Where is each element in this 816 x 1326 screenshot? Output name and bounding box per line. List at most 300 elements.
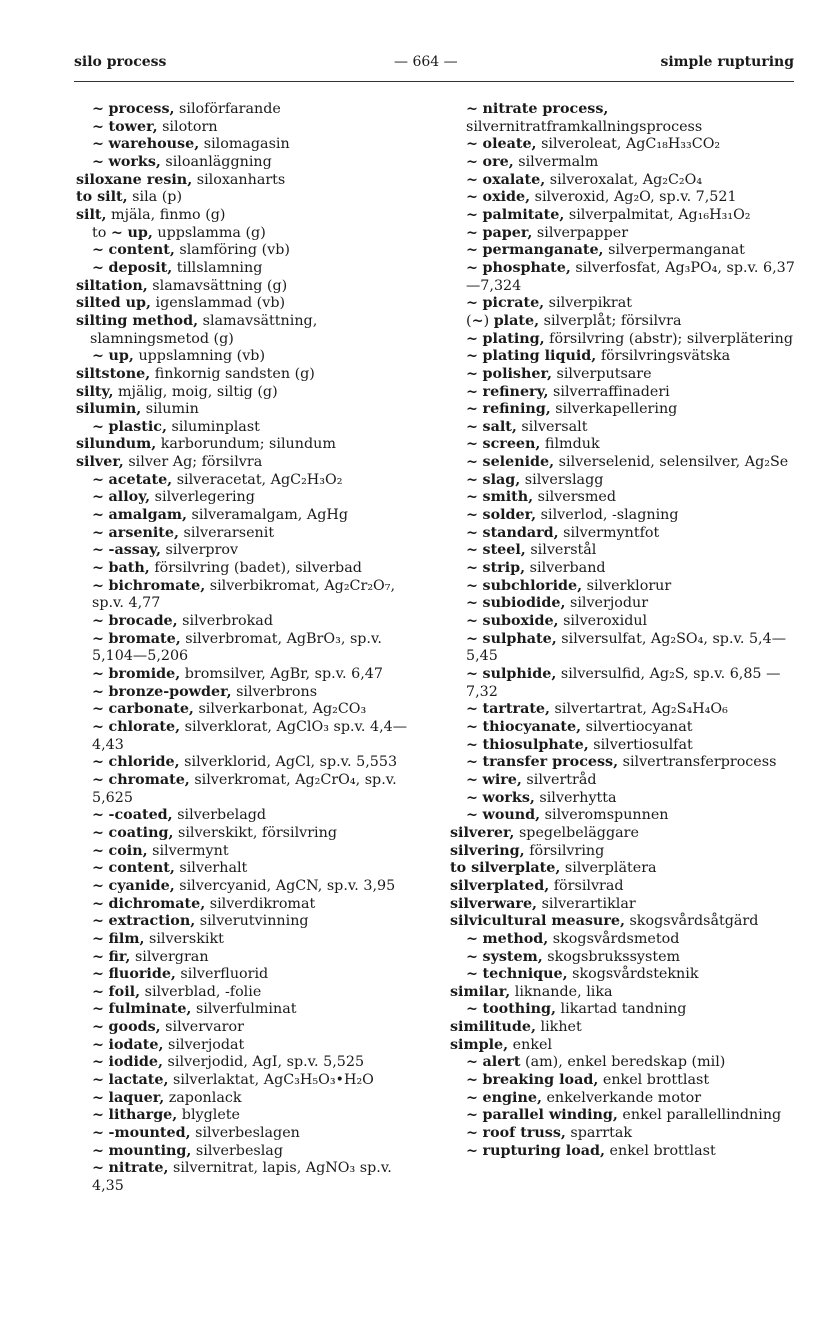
entry-definition: uppslamma (g)	[152, 224, 266, 241]
entry-definition: slamavsättning, slamningsmetod (g)	[90, 312, 318, 347]
entry-definition: mjäla, finmo (g)	[106, 206, 226, 223]
swung-dash: ~	[92, 895, 104, 912]
dictionary-entry	[450, 1072, 796, 1090]
entry-term: silundum,	[76, 436, 157, 453]
dictionary-entry	[76, 295, 422, 313]
entry-definition: enkel brottlast	[605, 1142, 716, 1159]
entry-term: sulphide,	[482, 666, 557, 682]
dictionary-entry	[450, 984, 796, 1002]
entry-term: roof truss,	[482, 1125, 566, 1142]
entry-definition: silverfluorid	[175, 966, 269, 983]
entry-definition: silverkapellering	[550, 401, 678, 418]
dictionary-entry	[76, 1107, 422, 1125]
dictionary-entry	[76, 1037, 422, 1055]
entry-definition: silverutvinning	[195, 913, 309, 930]
entry-term: silvicultural measure,	[450, 913, 625, 930]
entry-definition: silverartiklar	[537, 895, 636, 912]
entry-term: silumin,	[76, 401, 142, 418]
entry-definition: silverhalt	[174, 860, 248, 877]
dictionary-entry	[76, 154, 422, 172]
entry-term: cyanide,	[108, 877, 175, 894]
entry-definition: silvertiosulfat	[588, 736, 693, 753]
dictionary-entry	[450, 489, 796, 507]
entry-term: arsenite,	[108, 524, 179, 541]
entry-term: warehouse,	[108, 136, 200, 153]
dictionary-entry	[450, 384, 796, 402]
dictionary-entry	[76, 454, 422, 472]
entry-definition: silverkarbonat, Ag₂CO₃	[193, 701, 367, 718]
dictionary-entry	[450, 436, 796, 454]
swung-dash: ~	[92, 418, 104, 435]
dictionary-entry	[76, 896, 422, 914]
entry-term: litharge,	[108, 1107, 178, 1124]
entry-term: iodate,	[108, 1036, 164, 1053]
dictionary-entry	[450, 242, 796, 260]
entry-term: subchloride,	[482, 577, 583, 594]
dictionary-entry	[76, 401, 422, 419]
entry-term: dichromate,	[108, 895, 206, 912]
swung-dash: ~	[92, 860, 104, 877]
entry-definition: silverklorat, AgClO₃ sp.v. 4,4—4,43	[92, 718, 408, 753]
entry-definition: silumin	[141, 401, 199, 418]
dictionary-entry	[450, 1054, 796, 1072]
entry-definition: silveracetat, AgC₂H₃O₂	[172, 471, 343, 488]
swung-dash: ~	[466, 666, 478, 682]
swung-dash: ~	[466, 471, 478, 488]
entry-definition: igenslammad (vb)	[150, 295, 286, 312]
swung-dash: ~	[92, 259, 104, 276]
entry-term: silver,	[76, 454, 124, 471]
entry-term: refining,	[482, 401, 551, 418]
entry-definition: silverblad, -folie	[140, 983, 262, 1000]
entry-term: breaking load,	[482, 1072, 599, 1089]
entry-definition: silvertartrat, Ag₂S₄H₄O₆	[550, 701, 728, 718]
entry-term: solder,	[482, 507, 537, 524]
dictionary-entry	[76, 101, 422, 119]
entry-definition: filmduk	[540, 436, 600, 453]
entry-term: extraction,	[108, 913, 196, 930]
entry-definition: siloxanharts	[192, 171, 286, 188]
swung-dash: ~	[92, 471, 104, 488]
entry-definition: karborundum; silundum	[156, 436, 336, 453]
swung-dash: ~	[92, 153, 104, 170]
entry-definition: silverbikromat, Ag₂Cr₂O₇, sp.v. 4,77	[92, 577, 396, 612]
entry-definition: (am), enkel beredskap (mil)	[520, 1054, 726, 1071]
dictionary-entry	[76, 507, 422, 525]
swung-dash: ~	[92, 683, 104, 700]
dictionary-entry	[76, 613, 422, 631]
entry-term: carbonate,	[108, 701, 194, 718]
dictionary-entry	[76, 136, 422, 154]
entry-term: parallel winding,	[482, 1107, 618, 1124]
entry-term: -assay,	[108, 542, 162, 559]
dictionary-entry	[450, 754, 796, 772]
dictionary-entry	[450, 366, 796, 384]
entry-term: -coated,	[108, 807, 173, 824]
entry-term: to silverplate,	[450, 860, 561, 877]
entry-term: tartrate,	[482, 701, 551, 718]
entry-term: method,	[482, 930, 549, 947]
entry-term: silverware,	[450, 895, 538, 912]
swung-dash: ~	[92, 101, 104, 117]
swung-dash: ~	[92, 1125, 104, 1142]
entry-definition: slamföring (vb)	[174, 242, 290, 259]
entry-definition: silveromspunnen	[540, 807, 669, 824]
swung-dash: ~	[466, 1001, 478, 1018]
entry-term: simple,	[450, 1036, 509, 1053]
entry-definition: silverbeslagen	[190, 1125, 300, 1142]
entry-term: phosphate,	[482, 259, 571, 276]
entry-term: nitrate process,	[482, 101, 609, 117]
entry-definition: skogsvårdsmetod	[548, 930, 680, 947]
dictionary-entry	[76, 949, 422, 967]
swung-dash: ~	[92, 542, 104, 559]
dictionary-entry	[450, 1037, 796, 1055]
entry-term: slag,	[482, 471, 521, 488]
dictionary-entry	[76, 843, 422, 861]
swung-dash: ~	[466, 560, 478, 577]
dictionary-entry	[76, 189, 422, 207]
entry-term: nitrate,	[108, 1160, 169, 1177]
entry-term: foil,	[108, 983, 141, 1000]
swung-dash: ~	[466, 401, 478, 418]
entry-term: tower,	[108, 118, 158, 135]
swung-dash: ~	[466, 206, 478, 223]
entry-term: coating,	[108, 824, 174, 841]
entry-definition: likartad tandning	[556, 1001, 687, 1018]
dictionary-entry	[76, 278, 422, 296]
entry-definition: silverjodat	[163, 1036, 245, 1053]
entry-term: oxide,	[482, 189, 531, 206]
entry-definition: skogsvårdsteknik	[567, 966, 699, 983]
dictionary-entry	[76, 1001, 422, 1019]
entry-definition: silversulfid, Ag₂S, sp.v. 6,85 —7,32	[466, 666, 781, 700]
swung-dash: ~	[466, 242, 478, 259]
entry-definition: silverhytta	[534, 789, 617, 806]
dictionary-entry	[450, 595, 796, 613]
entry-definition: sparrtak	[565, 1125, 633, 1142]
page-header	[74, 54, 794, 74]
entry-term: chromate,	[108, 771, 190, 788]
swung-dash: ~	[466, 454, 478, 471]
entry-term: siltstone,	[76, 365, 151, 382]
dictionary-entry	[76, 1160, 422, 1195]
swung-dash: ~	[92, 613, 104, 630]
dictionary-entry	[450, 966, 796, 984]
entry-definition: silverpapper	[532, 224, 629, 241]
entry-definition: silverkromat, Ag₂CrO₄, sp.v. 5,625	[92, 771, 397, 806]
swung-dash: ~	[466, 754, 478, 771]
entry-definition: silveroxidul	[558, 613, 648, 630]
dictionary-entry	[450, 172, 796, 190]
entry-definition: tillslamning	[172, 259, 263, 276]
entry-definition: silvervaror	[160, 1019, 244, 1036]
entry-definition: silversalt	[516, 418, 588, 435]
swung-dash: ~	[92, 1019, 104, 1036]
entry-definition: bromsilver, AgBr, sp.v. 6,47	[180, 666, 383, 682]
entry-definition: silverpermanganat	[603, 242, 745, 259]
swung-dash: ~	[466, 436, 478, 453]
dictionary-entry	[450, 896, 796, 914]
dictionary-entry	[450, 1107, 796, 1125]
swung-dash: ~	[466, 736, 478, 753]
entry-definition: silvertransferprocess	[618, 754, 777, 771]
swung-dash: ~	[466, 365, 478, 382]
dictionary-entry	[450, 454, 796, 472]
entry-term: siltation,	[76, 277, 148, 294]
entry-term: refinery,	[482, 383, 549, 400]
dictionary-entry	[450, 578, 796, 596]
swung-dash: ~	[466, 771, 478, 788]
entry-term: polisher,	[482, 365, 552, 382]
dictionary-entry	[450, 613, 796, 631]
entry-term: content,	[108, 860, 175, 877]
dictionary-entry	[76, 931, 422, 949]
swung-dash: ~	[92, 136, 104, 153]
dictionary-entry	[450, 136, 796, 154]
entry-definition: enkelverkande motor	[541, 1089, 702, 1106]
entry-definition: slamavsättning (g)	[147, 277, 288, 294]
dictionary-entry	[450, 260, 796, 295]
entry-term: silted up,	[76, 295, 151, 312]
entry-term: sulphate,	[482, 630, 557, 647]
dictionary-entry	[450, 348, 796, 366]
swung-dash: ~	[92, 118, 104, 135]
dictionary-entry	[450, 331, 796, 349]
dictionary-entry	[76, 578, 422, 613]
swung-dash: ~	[92, 507, 104, 524]
entry-definition: skogsvårdsåtgärd	[624, 913, 759, 930]
swung-dash: ~	[466, 295, 478, 312]
swung-dash: ~	[92, 913, 104, 930]
swung-dash: ~	[466, 966, 478, 983]
dictionary-entry	[76, 225, 422, 243]
entry-definition: enkel	[508, 1036, 553, 1053]
entry-term: bronze-powder,	[108, 683, 232, 700]
entry-term: up,	[127, 224, 153, 241]
entry-term: fulminate,	[108, 1001, 192, 1018]
entry-definition: försilvring (badet), silverbad	[149, 560, 362, 577]
swung-dash: ~	[466, 701, 478, 718]
entry-term: permanganate,	[482, 242, 604, 259]
dictionary-entry	[76, 472, 422, 490]
entry-definition: silvermynt	[147, 842, 229, 859]
dictionary-entry	[450, 949, 796, 967]
entry-term: selenide,	[482, 454, 555, 471]
swung-dash: ~	[92, 560, 104, 577]
entry-definition: silveramalgam, AgHg	[186, 507, 348, 524]
entry-definition: silomagasin	[199, 136, 290, 153]
entry-definition: silverjodur	[565, 595, 649, 612]
dictionary-entry	[450, 1125, 796, 1143]
swung-dash: ~	[466, 171, 478, 188]
swung-dash: ~	[92, 718, 104, 735]
entry-definition: silverpalmitat, Ag₁₆H₃₁O₂	[564, 206, 751, 223]
entry-term: bath,	[108, 560, 150, 577]
entry-definition: silotorn	[157, 118, 218, 135]
entry-term: system,	[482, 948, 543, 965]
entry-definition: silverslagg	[520, 471, 604, 488]
entry-term: chloride,	[108, 754, 180, 771]
entry-definition: silvergran	[130, 948, 209, 965]
entry-term: fir,	[108, 948, 131, 965]
swung-dash: ~	[92, 1089, 104, 1106]
dictionary-entry	[76, 419, 422, 437]
entry-definition: silverpikrat	[544, 295, 633, 312]
swung-dash: ~	[466, 948, 478, 965]
dictionary-entry	[76, 489, 422, 507]
dictionary-entry	[76, 860, 422, 878]
swung-dash: ~	[466, 418, 478, 435]
entry-term: silverplated,	[450, 877, 550, 894]
dictionary-entry	[76, 348, 422, 366]
dictionary-entry	[76, 207, 422, 225]
entry-term: mounting,	[108, 1142, 192, 1159]
swung-dash: ~	[92, 701, 104, 718]
entry-definition: silverstål	[525, 542, 597, 559]
dictionary-entry	[76, 666, 422, 684]
dictionary-entry	[76, 754, 422, 772]
dictionary-entry	[76, 542, 422, 560]
dictionary-entry	[450, 913, 796, 931]
entry-definition: silverbrons	[231, 683, 318, 700]
entry-definition: silverskikt	[144, 930, 224, 947]
dictionary-entry	[450, 472, 796, 490]
entry-term: suboxide,	[482, 613, 559, 630]
dictionary-entry	[76, 966, 422, 984]
entry-definition: silverraffinaderi	[548, 383, 670, 400]
entry-definition: försilvrad	[549, 877, 624, 894]
swung-dash: ~	[466, 101, 478, 117]
swung-dash: ~	[92, 630, 104, 647]
entry-definition: blyglete	[177, 1107, 241, 1124]
swung-dash: ~	[92, 524, 104, 541]
swung-dash: ~	[466, 489, 478, 506]
entry-definition: silverbelagd	[172, 807, 267, 824]
dictionary-entry	[76, 825, 422, 843]
dictionary-entry	[76, 1143, 422, 1161]
entry-term: similitude,	[450, 1019, 536, 1036]
entry-definition: silverband	[525, 560, 606, 577]
entry-term: siloxane resin,	[76, 171, 193, 188]
swung-dash: ~	[466, 1125, 478, 1142]
entry-term: similar,	[450, 983, 511, 1000]
entry-term: goods,	[108, 1019, 161, 1036]
entry-definition: silverbromat, AgBrO₃, sp.v. 5,104—5,206	[92, 630, 382, 665]
dictionary-entry	[76, 878, 422, 896]
dictionary-entry	[450, 225, 796, 243]
dictionary-entry	[450, 666, 796, 701]
swung-dash: ~	[466, 348, 478, 365]
dictionary-entry	[450, 154, 796, 172]
dictionary-entry	[76, 384, 422, 402]
dictionary-entry	[450, 737, 796, 755]
entry-term: engine,	[482, 1089, 542, 1106]
entry-term: technique,	[482, 966, 568, 983]
swung-dash: ~	[92, 877, 104, 894]
entry-term: bromide,	[108, 666, 181, 682]
dictionary-entry	[76, 560, 422, 578]
dictionary-entry	[450, 790, 796, 808]
dictionary-entry	[450, 295, 796, 313]
swung-dash: ~	[466, 136, 478, 153]
entry-term: silting method,	[76, 312, 199, 329]
dictionary-entry	[76, 1019, 422, 1037]
dictionary-entry	[76, 119, 422, 137]
swung-dash: ~	[92, 242, 104, 259]
entry-term: palmitate,	[482, 206, 565, 223]
dictionary-entry	[450, 1019, 796, 1037]
entry-definition: silversmed	[533, 489, 617, 506]
swung-dash: ~	[92, 771, 104, 788]
dictionary-entry	[76, 366, 422, 384]
entry-definition: silverprov	[161, 542, 239, 559]
swung-dash: ~	[466, 577, 478, 594]
dictionary-entry	[450, 1090, 796, 1108]
entry-definition: silverbrokad	[177, 613, 273, 630]
dictionary-entry	[76, 1125, 422, 1143]
entry-definition: silversulfat, Ag₂SO₄, sp.v. 5,4—5,45	[466, 630, 786, 665]
dictionary-entry	[450, 101, 796, 136]
entry-term: plating,	[482, 330, 545, 347]
entry-term: paper,	[482, 224, 533, 241]
swung-dash: ~	[92, 489, 104, 506]
swung-dash: ~	[471, 312, 484, 329]
dictionary-entry	[76, 260, 422, 278]
entry-definition: silvertråd	[521, 771, 597, 788]
dictionary-entry	[450, 843, 796, 861]
entry-definition: silver Ag; försilvra	[123, 454, 263, 471]
dictionary-entry	[450, 542, 796, 560]
dictionary-entry	[76, 242, 422, 260]
dictionary-entry	[76, 436, 422, 454]
dictionary-entry	[450, 207, 796, 225]
swung-dash: ~	[92, 1036, 104, 1053]
entry-term: -mounted,	[108, 1125, 191, 1142]
entry-term: lactate,	[108, 1072, 169, 1089]
entry-term: wound,	[482, 807, 541, 824]
swung-dash: ~	[466, 630, 478, 647]
entry-term: silty,	[76, 383, 114, 400]
swung-dash: ~	[92, 577, 104, 594]
dictionary-entry	[76, 913, 422, 931]
entry-definition: silverbeslag	[191, 1142, 283, 1159]
dictionary-entry	[450, 878, 796, 896]
dictionary-entry	[450, 931, 796, 949]
entry-term: thiocyanate,	[482, 718, 582, 735]
dictionary-entry	[450, 525, 796, 543]
entry-term: up,	[108, 348, 134, 365]
header-last-entry: simple rupturing	[660, 54, 794, 70]
entry-term: film,	[108, 930, 145, 947]
dictionary-entry	[76, 701, 422, 719]
swung-dash: ~	[92, 754, 104, 771]
dictionary-entry	[76, 772, 422, 807]
swung-dash: ~	[466, 1107, 478, 1124]
entry-term: silvering,	[450, 842, 525, 859]
entry-term: strip,	[482, 560, 526, 577]
swung-dash: ~	[466, 224, 478, 241]
swung-dash: ~	[466, 930, 478, 947]
swung-dash: ~	[466, 1142, 478, 1159]
swung-dash: ~	[92, 966, 104, 983]
dictionary-entry	[450, 719, 796, 737]
entry-term: brocade,	[108, 613, 178, 630]
entry-term: ore,	[482, 153, 514, 170]
entry-term: oxalate,	[482, 171, 546, 188]
entry-definition: finkornig sandsten (g)	[150, 365, 315, 382]
entry-term: silt,	[76, 206, 107, 223]
